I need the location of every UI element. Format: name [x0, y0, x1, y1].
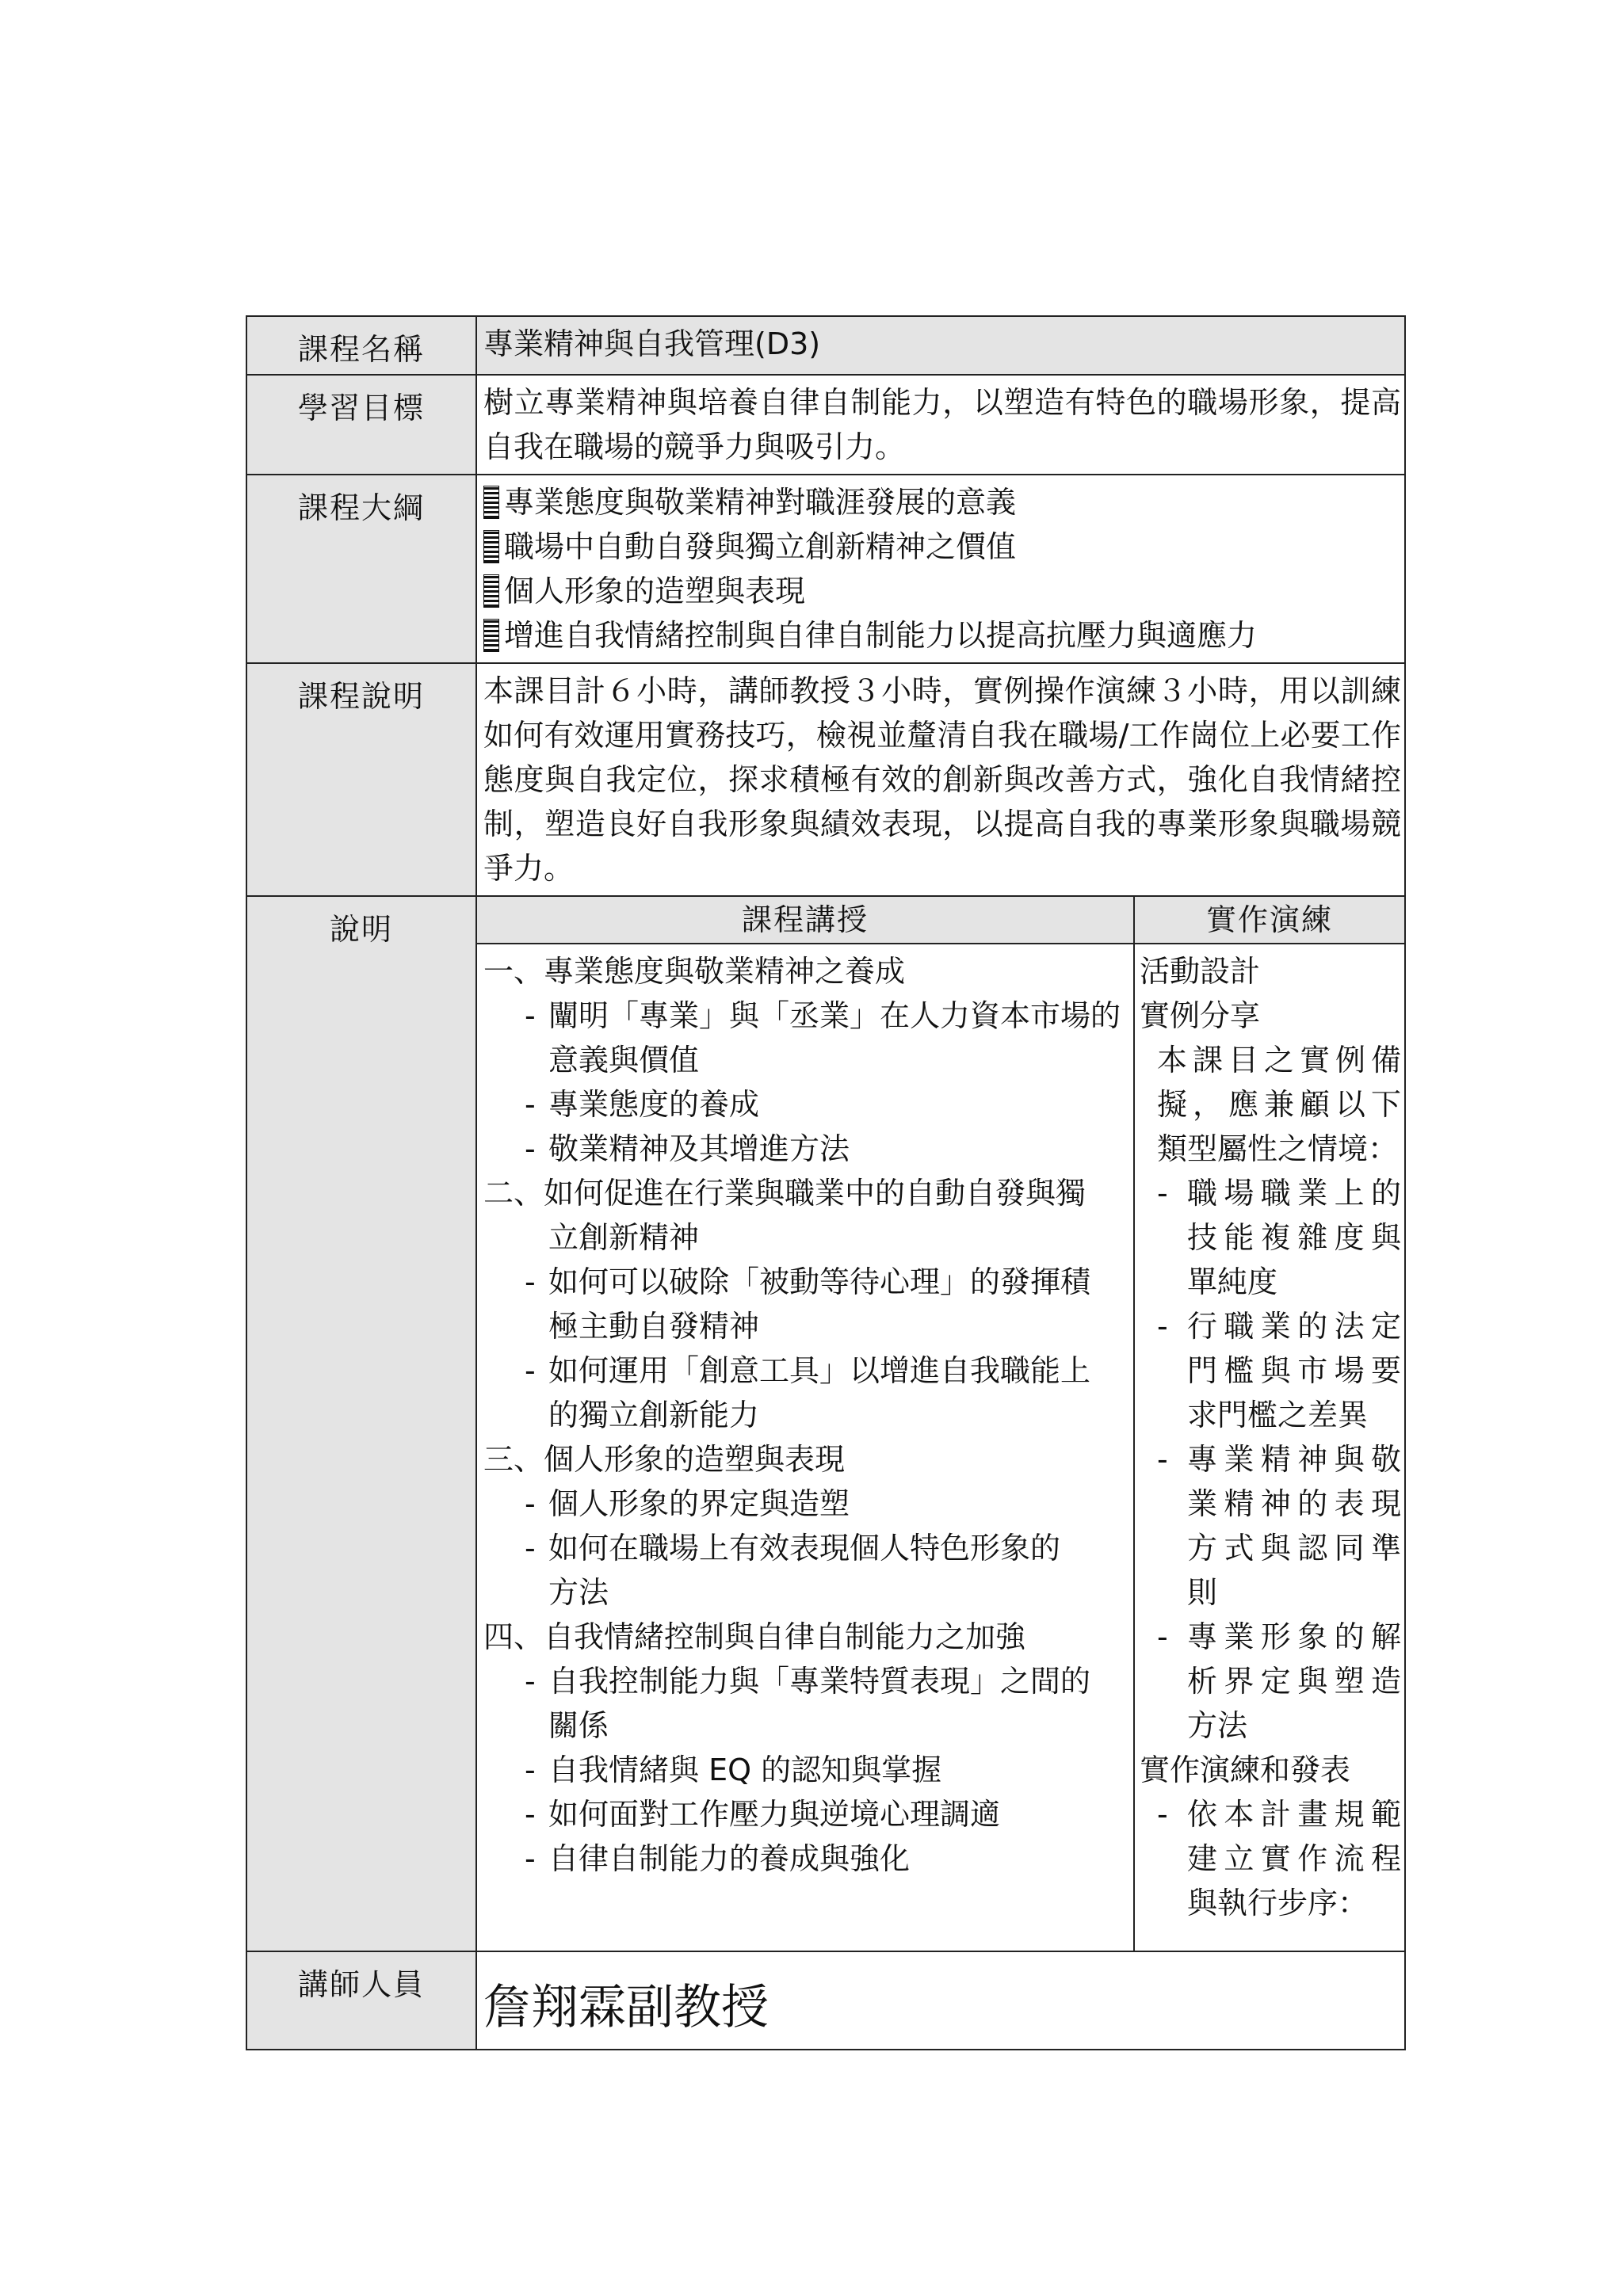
practice-line: - 行職業的法定 [1140, 1304, 1401, 1348]
lecture-line: - 如何可以破除「被動等待心理」的發揮積 [483, 1260, 1130, 1304]
lecture-line: - 如何運用「創意工具」以增進自我職能上 [483, 1348, 1130, 1393]
practice-line: 建立實作流程 [1187, 1841, 1401, 1876]
practice-heading: 實作演練和發表 [1140, 1753, 1351, 1787]
square-bullet-icon [483, 486, 499, 519]
lecture-line: - 如何在職場上有效表現個人特色形象的 [483, 1526, 1130, 1570]
lecture-section: 二、如何促進在行業與職業中的自動自發與獨 [483, 1176, 1086, 1211]
dash-bullet-icon: - [525, 1353, 536, 1388]
square-bullet-icon [483, 530, 499, 563]
practice-content [1134, 944, 1405, 1951]
course-name-label: 課程名稱 [246, 316, 476, 375]
lecture-line: 意義與價值 [548, 1043, 700, 1077]
course-outline-label: 課程大綱 [246, 475, 476, 663]
outline-item: 增進自我情緒控制與自律自制能力以提高抗壓力與適應力 [483, 613, 1401, 658]
lecture-line: 的獨立創新能力 [548, 1398, 760, 1432]
course-table [246, 315, 1406, 2050]
row-instructor [246, 1951, 1405, 2050]
practice-line: 門檻與市場要 [1187, 1353, 1401, 1388]
dash-bullet-icon: - [525, 998, 536, 1033]
lecture-section: 四、自我情緒控制與自律自制能力之加強 [483, 1619, 1026, 1654]
lecture-line: - 自律自制能力的養成與強化 [483, 1836, 1130, 1881]
explanation-label: 說明 [246, 896, 476, 1951]
lecture-line: 立創新精神 [548, 1220, 700, 1255]
instructor-label: 講師人員 [246, 1951, 476, 2050]
lecture-header: 課程講授 [476, 896, 1134, 944]
practice-line: - 依本計畫規範 [1140, 1792, 1401, 1836]
lecture-line: - 專業態度的養成 [483, 1082, 1130, 1127]
practice-line: 業精神的表現 [1187, 1486, 1401, 1521]
dash-bullet-icon: - [1157, 1619, 1168, 1654]
practice-line: 類型屬性之情境： [1157, 1131, 1399, 1166]
practice-line: 技能複雜度與 [1187, 1220, 1401, 1255]
dash-bullet-icon: - [1157, 1442, 1168, 1477]
learning-goal-value: 樹立專業精神與培養自律自制能力，以塑造有特色的職場形象，提高自我在職場的競爭力與吸引力。 [476, 375, 1405, 475]
square-bullet-icon [483, 574, 499, 608]
course-name-value: 專業精神與自我管理(D3) [476, 316, 1405, 375]
lecture-line: - 敬業精神及其增進方法 [483, 1127, 1130, 1171]
row-learning-goal [246, 375, 1405, 475]
course-description-label: 課程說明 [246, 663, 476, 896]
row-course-outline [246, 475, 1405, 663]
lecture-line: - 個人形象的界定與造塑 [483, 1482, 1130, 1526]
practice-line: 本課目之實例備 [1157, 1043, 1401, 1077]
practice-line: - 職場職業上的 [1140, 1171, 1401, 1215]
dash-bullet-icon: - [525, 1087, 536, 1122]
practice-line: 單純度 [1187, 1264, 1278, 1299]
dash-bullet-icon: - [525, 1664, 536, 1699]
lecture-line: 方法 [548, 1575, 609, 1610]
lecture-line: - 自我控制能力與「專業特質表現」之間的 [483, 1659, 1130, 1703]
dash-bullet-icon: - [525, 1841, 536, 1876]
lecture-section: 一、專業態度與敬業精神之養成 [483, 954, 906, 989]
lecture-line: 極主動自發精神 [548, 1309, 760, 1344]
lecture-line: 關係 [548, 1708, 609, 1743]
dash-bullet-icon: - [1157, 1797, 1168, 1832]
dash-bullet-icon: - [525, 1264, 536, 1299]
practice-line: 析界定與塑造 [1187, 1664, 1401, 1699]
practice-line: 方式與認同準 [1187, 1531, 1401, 1566]
course-outline-list [476, 475, 1405, 663]
practice-line: 擬，應兼顧以下 [1157, 1087, 1401, 1122]
dash-bullet-icon: - [525, 1753, 536, 1787]
outline-item: 個人形象的造塑與表現 [483, 569, 1401, 613]
lecture-line: - 闡明「專業」與「丞業」在人力資本市場的 [483, 994, 1130, 1038]
practice-heading: 實例分享 [1140, 998, 1261, 1033]
outline-item: 專業態度與敬業精神對職涯發展的意義 [483, 480, 1401, 524]
lecture-content [476, 944, 1134, 1951]
practice-header: 實作演練 [1134, 896, 1405, 944]
practice-line: 與執行步序： [1187, 1886, 1369, 1920]
dash-bullet-icon: - [1157, 1309, 1168, 1344]
practice-heading: 活動設計 [1140, 954, 1261, 989]
practice-line: 求門檻之差異 [1187, 1398, 1369, 1432]
dash-bullet-icon: - [525, 1131, 536, 1166]
practice-line: 方法 [1187, 1708, 1248, 1743]
row-course-description [246, 663, 1405, 896]
practice-line: 則 [1187, 1575, 1218, 1610]
practice-line: - 專業形象的解 [1140, 1615, 1401, 1659]
dash-bullet-icon: - [525, 1797, 536, 1832]
row-explanation-header [246, 896, 1405, 944]
lecture-line: - 如何面對工作壓力與逆境心理調適 [483, 1792, 1130, 1836]
lecture-line: - 自我情緒與 EQ 的認知與掌握 [483, 1748, 1130, 1792]
instructor-name: 詹翔霖副教授 [476, 1951, 1405, 2050]
square-bullet-icon [483, 619, 499, 652]
outline-item: 職場中自動自發與獨立創新精神之價值 [483, 524, 1401, 569]
course-description-value: 本課目計６小時，講師教授３小時，實例操作演練３小時，用以訓練如何有效運用實務技巧，檢視並釐清自我在職場/工作崗位上必要工作態度與自我定位，探求積極有效的創新與改善方式，強化自我情緒控制，塑造良好自我形象與績效表現，以提高自我的專業形象與職場競爭力。 [476, 663, 1405, 896]
dash-bullet-icon: - [525, 1486, 536, 1521]
learning-goal-label: 學習目標 [246, 375, 476, 475]
lecture-section: 三、個人形象的造塑與表現 [483, 1442, 846, 1477]
dash-bullet-icon: - [525, 1531, 536, 1566]
practice-line: - 專業精神與敬 [1140, 1437, 1401, 1482]
row-course-name [246, 316, 1405, 375]
dash-bullet-icon: - [1157, 1176, 1168, 1211]
